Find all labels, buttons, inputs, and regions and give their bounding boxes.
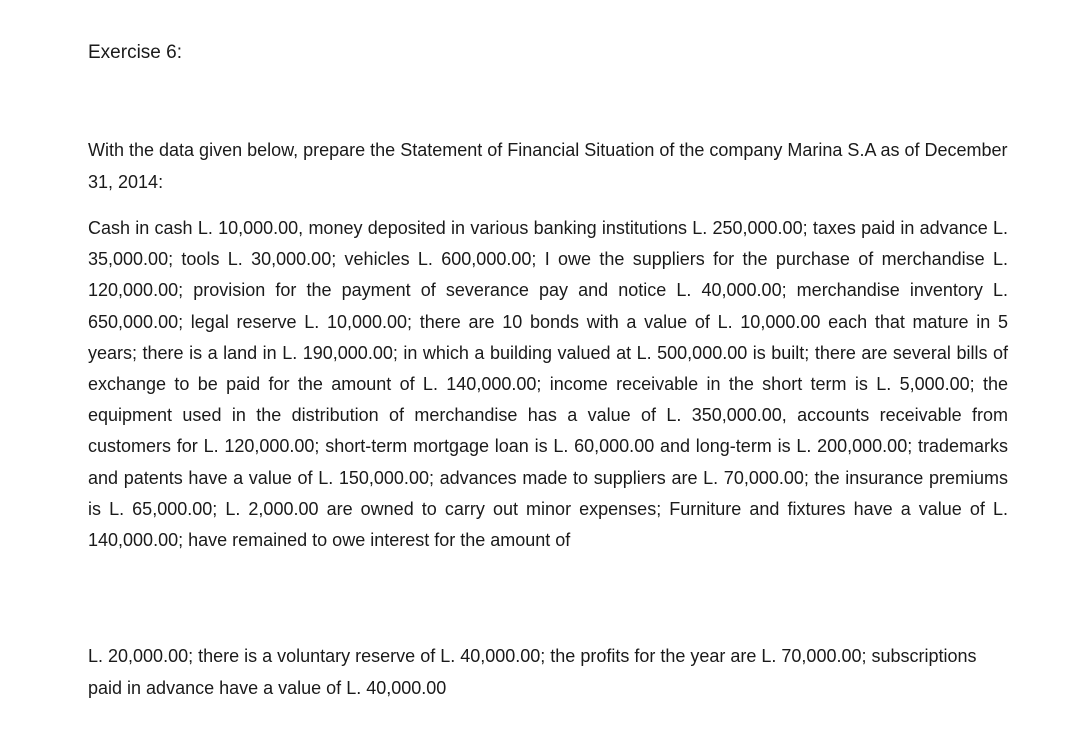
exercise-instructions: With the data given below, prepare the Statement of Financial Situation of the company Marina S.A as of December 31, 2014:: [88, 140, 1008, 192]
exercise-data-paragraph: Cash in cash L. 10,000.00, money deposited in various banking institutions L. 250,000.00; taxes paid in advance L. 35,000.00; tools L. 30,000.00; vehicles L. 600,000.00; I owe the suppliers for the purchase of merchandise L. 120,000.00; provision for the payment of severance pay and notice L. 40,000.00; merchandise inventory L. 650,000.00; legal reserve L. 10,000.00; there are 10 bonds with a value of L. 10,000.00 each that mature in 5 years; there is a land in L. 190,000.00; in which a building valued at L. 500,000.00 is built; there are several bills of exchange to be paid for the amount of L. 140,000.00; income receivable in the short term is L. 5,000.00; the equipment used in the distribution of merchandise has a value of L. 350,000.00, accounts receivable from customers for L. 120,000.00; short-term mortgage loan is L. 60,000.00 and long-term is L. 200,000.00; trademarks and patents have a value of L. 150,000.00; advances made to suppliers are L. 70,000.00; the insurance premiums is L. 65,000.00; L. 2,000.00 are owned to carry out minor expenses; Furniture and fixtures have a value of L. 140,000.00; have remained to owe interest for the amount of: [88, 218, 1008, 551]
exercise-heading: Exercise 6:: [88, 42, 182, 63]
exercise-data-continuation: L. 20,000.00; there is a voluntary reserve of L. 40,000.00; the profits for the year are L. 70,000.00; subscriptions paid in advance have a value of L. 40,000.00: [88, 646, 977, 698]
